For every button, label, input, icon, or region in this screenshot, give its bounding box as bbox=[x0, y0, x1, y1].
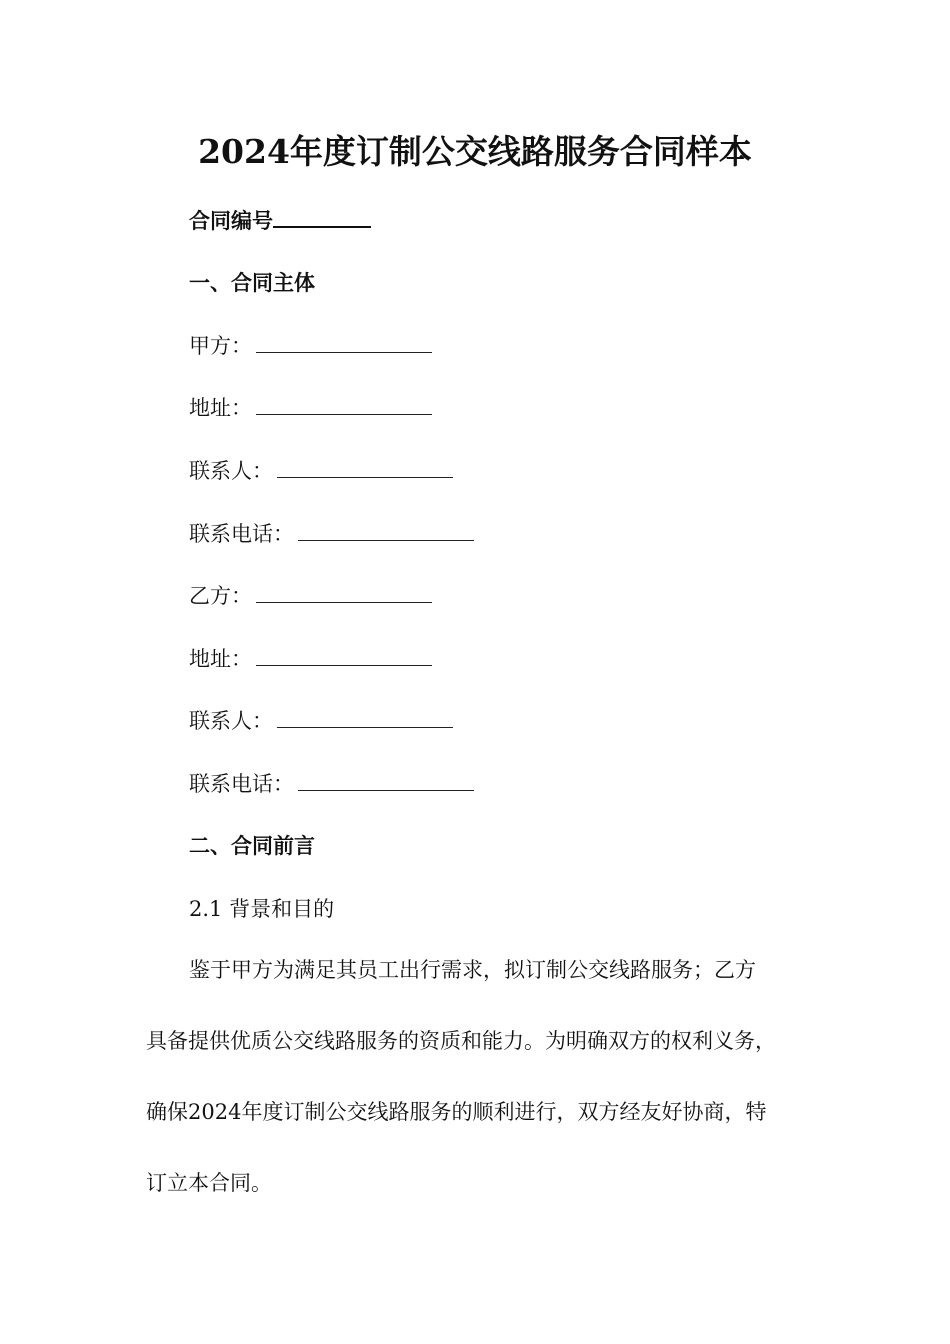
section1-heading: 一、合同主体 bbox=[189, 270, 315, 295]
contract-number-line bbox=[189, 206, 371, 235]
party-a-label: 甲方： bbox=[189, 334, 252, 358]
party-b-contact-line bbox=[189, 707, 453, 735]
party-a-address-label: 地址： bbox=[189, 396, 252, 420]
party-a-address-blank[interactable] bbox=[256, 394, 432, 415]
paragraph-line: 确保2024年度订制公交线路服务的顺利进行，双方经友好协商，特 bbox=[146, 1100, 767, 1124]
party-b-line bbox=[189, 582, 432, 610]
paragraph-line: 鉴于甲方为满足其员工出行需求，拟订制公交线路服务；乙方 bbox=[189, 958, 756, 982]
party-a-phone-line bbox=[189, 520, 474, 548]
subsection-2-1-heading: 2.1 背景和目的 bbox=[189, 897, 335, 921]
party-b-phone-label: 联系电话： bbox=[189, 772, 294, 796]
section2-heading: 二、合同前言 bbox=[189, 833, 315, 858]
party-a-phone-label: 联系电话： bbox=[189, 522, 294, 546]
party-a-contact-label: 联系人： bbox=[189, 459, 273, 483]
party-a-line bbox=[189, 332, 432, 360]
party-a-contact-blank[interactable] bbox=[277, 457, 453, 478]
contract-number-label: 合同编号 bbox=[189, 208, 273, 233]
party-b-contact-blank[interactable] bbox=[277, 707, 453, 728]
document-title: 2024年度订制公交线路服务合同样本 bbox=[198, 132, 752, 171]
party-a-contact-line bbox=[189, 457, 453, 485]
paragraph-line: 具备提供优质公交线路服务的资质和能力。为明确双方的权利义务， bbox=[146, 1029, 776, 1053]
party-a-address-line bbox=[189, 394, 432, 422]
party-b-contact-label: 联系人： bbox=[189, 709, 273, 733]
background-paragraph bbox=[146, 935, 814, 1219]
contract-number-blank[interactable] bbox=[273, 206, 371, 228]
party-b-address-label: 地址： bbox=[189, 647, 252, 671]
party-b-label: 乙方： bbox=[189, 584, 252, 608]
paragraph-line: 订立本合同。 bbox=[146, 1171, 272, 1195]
party-b-blank[interactable] bbox=[256, 582, 432, 603]
party-b-phone-line bbox=[189, 770, 474, 798]
party-b-address-line bbox=[189, 645, 432, 673]
party-b-phone-blank[interactable] bbox=[298, 770, 474, 791]
party-b-address-blank[interactable] bbox=[256, 645, 432, 666]
party-a-phone-blank[interactable] bbox=[298, 520, 474, 541]
party-a-blank[interactable] bbox=[256, 332, 432, 353]
